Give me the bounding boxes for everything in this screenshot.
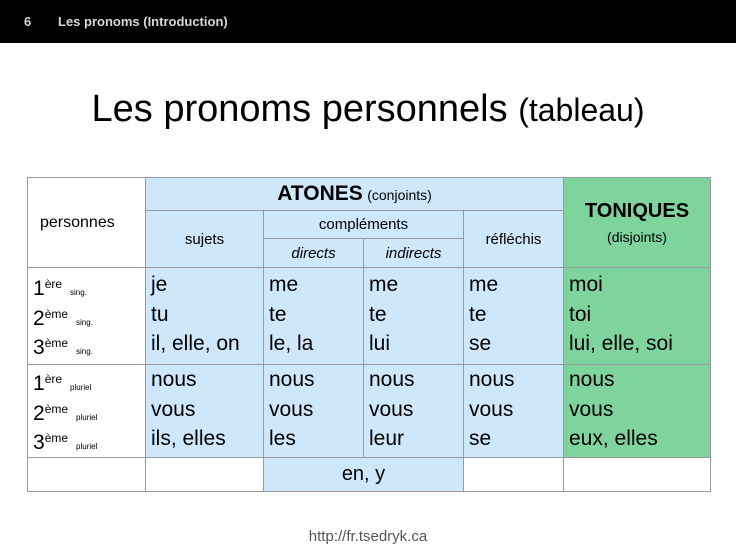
slide-number: 6 [24,14,32,29]
complements-header: compléments [264,211,464,239]
footer-url: http://fr.tsedryk.ca [308,528,428,545]
toniques-header [564,178,711,268]
indirects-plural: nous vous leur [364,365,464,458]
plural-row [28,365,711,458]
singular-row [28,268,711,365]
toniques-plural: nous vous eux, elles [564,365,711,458]
personnes-header: personnes [28,178,146,268]
en-y-cell: en, y [264,458,464,492]
person-line: 2èmepluriel [33,401,98,425]
directs-singular: me te le, la [264,268,364,365]
directs-plural: nous vous les [264,365,364,458]
sujets-plural: nous vous ils, elles [146,365,264,458]
indirects-header: indirects [364,239,464,268]
pronouns-table [27,177,711,492]
reflechis-header: réfléchis [464,211,564,268]
reflechis-plural: nous vous se [464,365,564,458]
atones-note: (conjoints) [367,187,432,203]
person-line: 1èrepluriel [33,372,92,395]
top-bar [0,0,736,43]
reflechis-singular: me te se [464,268,564,365]
atones-header [146,178,564,211]
indirects-singular: me te lui [364,268,464,365]
persons-singular [28,268,146,365]
sujets-singular: je tu il, elle, on [146,268,264,365]
directs-header: directs [264,239,364,268]
toniques-label: TONIQUES [584,200,690,222]
person-line: 3èmepluriel [33,431,98,454]
toniques-note: (disjoints) [607,229,667,245]
title-paren: (tableau) [518,92,645,128]
person-line: 1èresing. [33,277,87,300]
sujets-header: sujets [146,211,264,268]
persons-plural [28,365,146,458]
en-y-row [28,458,711,492]
person-line: 3èmesing. [33,336,93,359]
title-main: Les pronoms personnels [91,88,508,130]
page-title [0,88,736,131]
slide-subtitle: Les pronoms (Introduction) [58,14,228,29]
person-line: 2èmesing. [33,306,93,330]
toniques-singular: moi toi lui, elle, soi [564,268,711,365]
atones-label: ATONES [277,182,363,205]
